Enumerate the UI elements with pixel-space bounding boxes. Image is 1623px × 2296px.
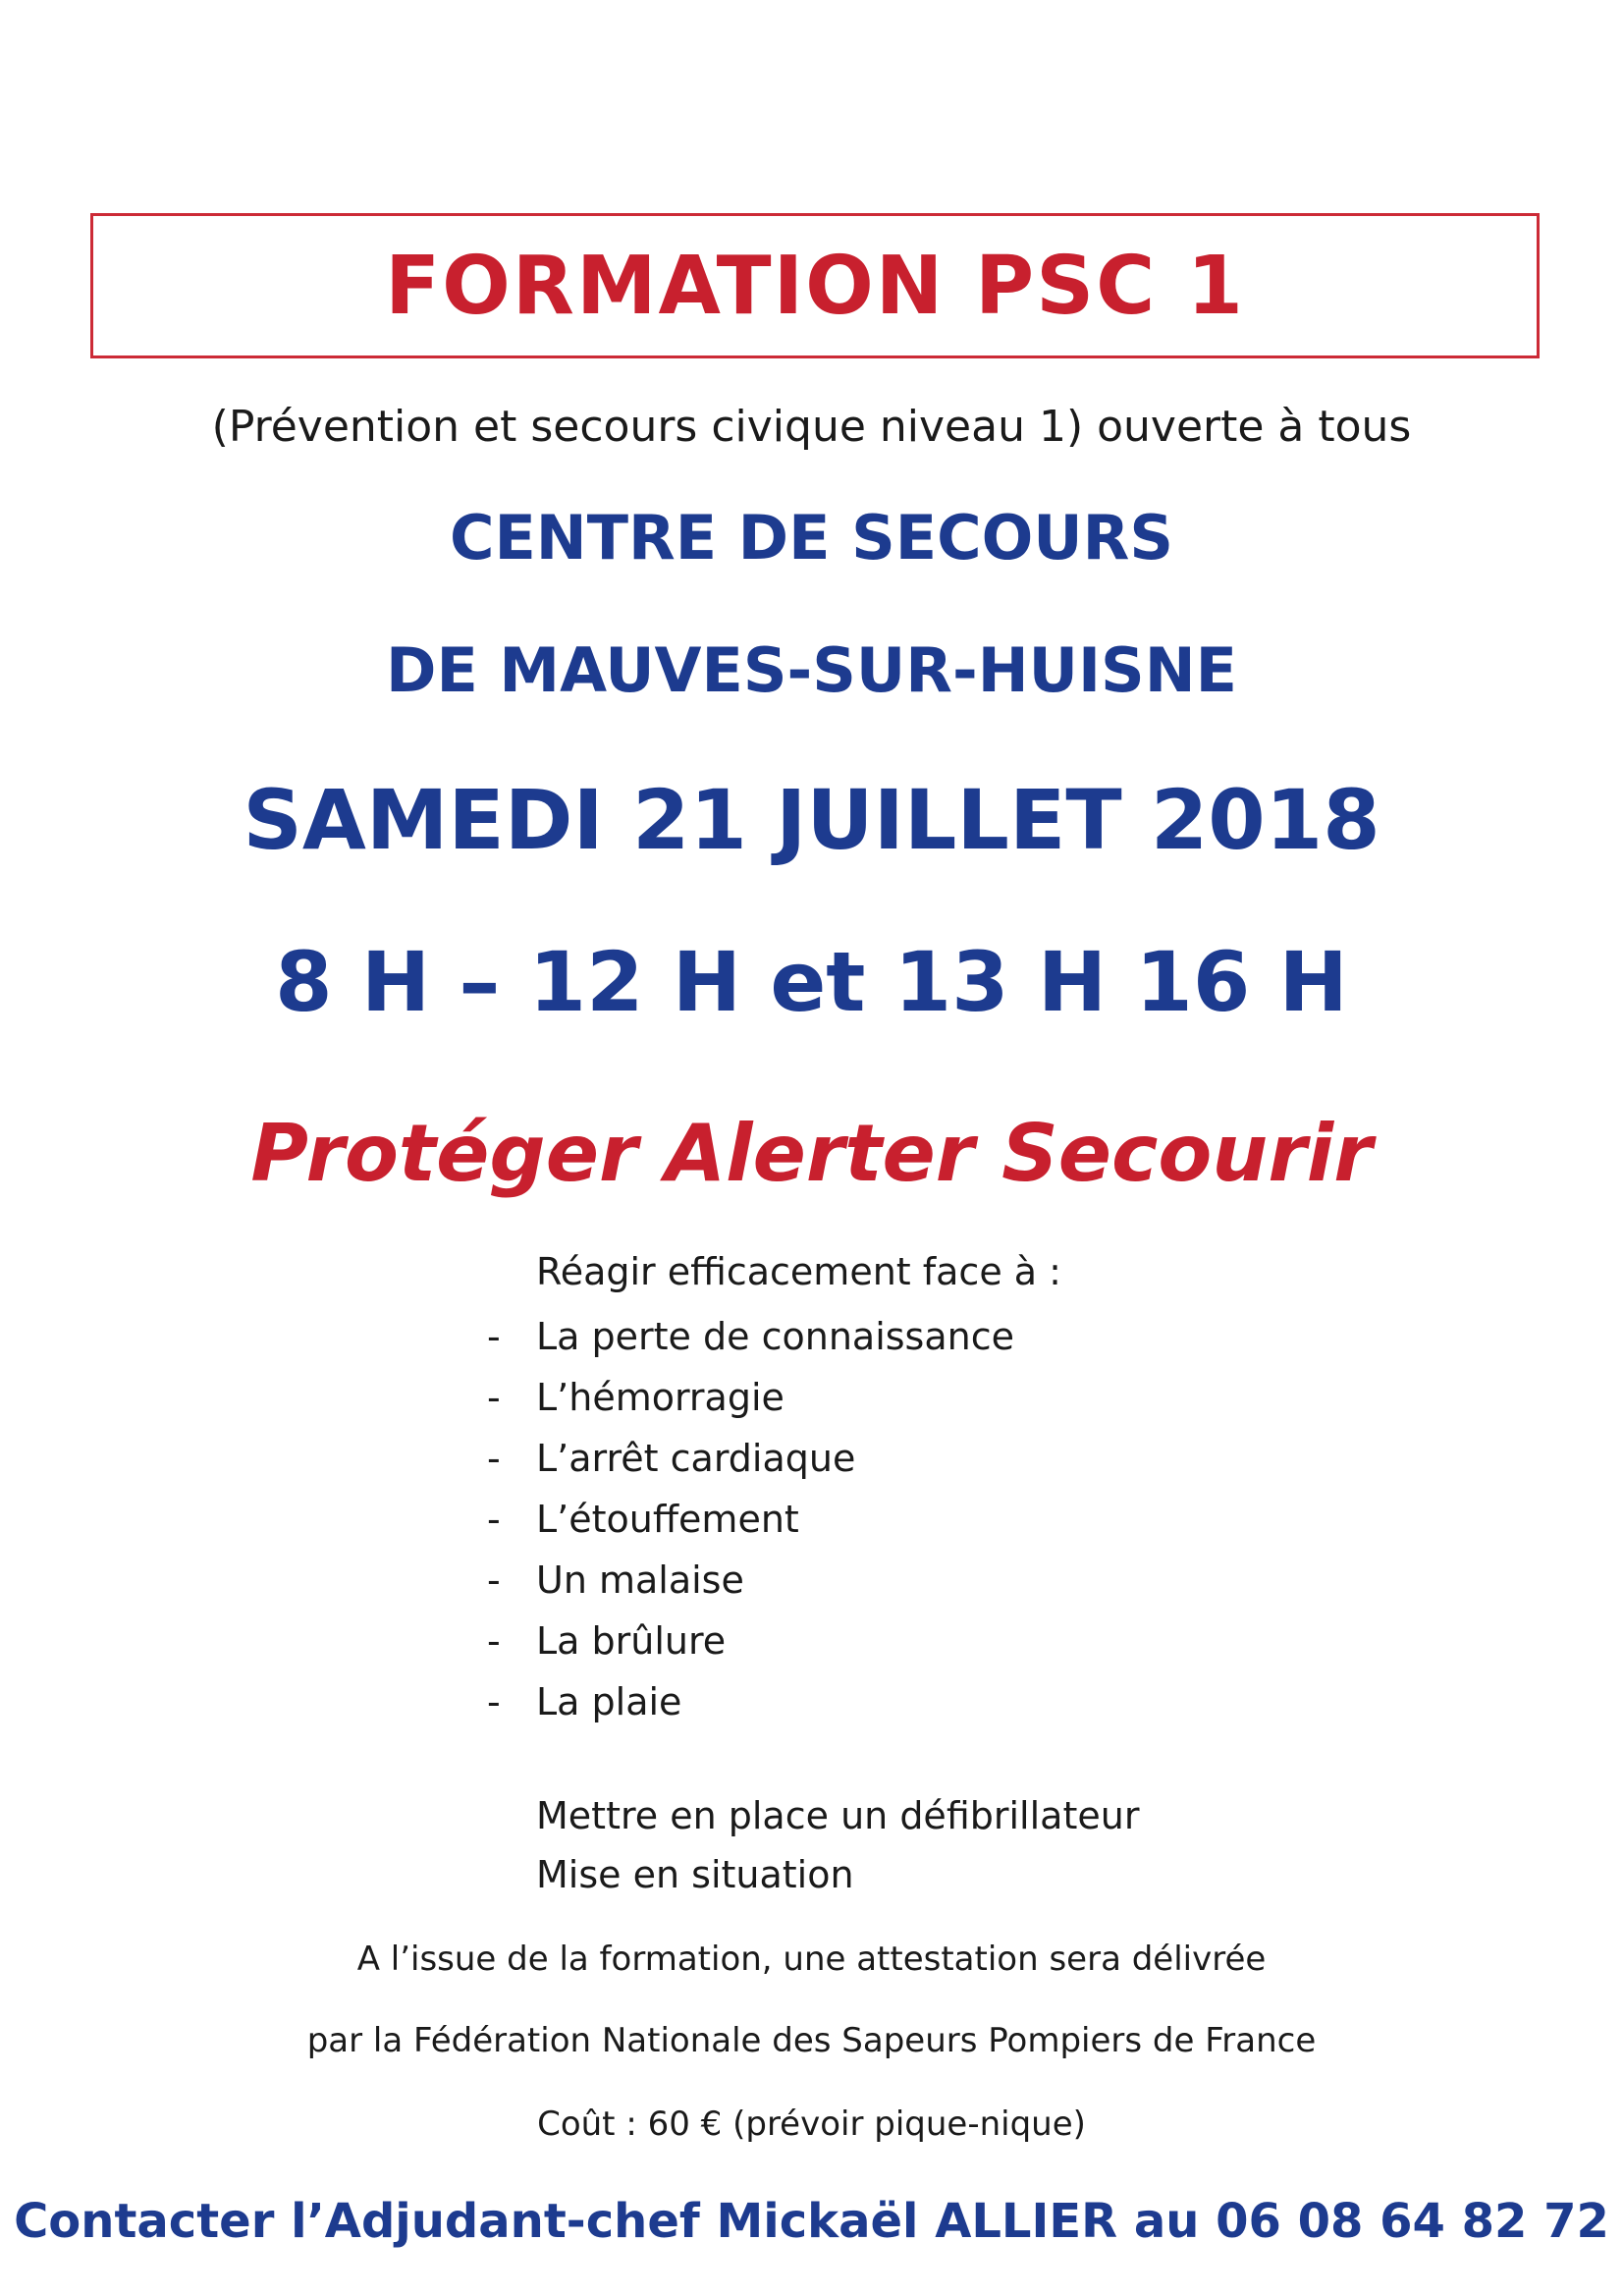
list-dash: - — [487, 1498, 501, 1541]
list-item — [487, 1367, 1014, 1428]
attestation-line-1: A l’issue de la formation, une attestation sera délivrée — [356, 1940, 1267, 1979]
list-item-text: La plaie — [536, 1680, 682, 1723]
extra-line-1: Mettre en place un défibrillateur — [536, 1794, 1140, 1837]
list-item-text: La perte de connaissance — [536, 1315, 1014, 1358]
list-dash: - — [487, 1619, 501, 1663]
event-hours: 8 H – 12 H et 13 H 16 H — [275, 934, 1348, 1030]
list-item-text: L’étouffement — [536, 1498, 799, 1541]
cost-line: Coût : 60 € (prévoir pique-nique) — [537, 2105, 1086, 2144]
list-item — [487, 1671, 1014, 1732]
list-item-text: Un malaise — [536, 1558, 744, 1602]
list-dash: - — [487, 1680, 501, 1723]
list-item — [487, 1306, 1014, 1367]
location-line-1: CENTRE DE SECOURS — [449, 502, 1174, 574]
subtitle: (Prévention et secours civique niveau 1) ouverte à tous — [211, 402, 1412, 452]
extra-line-2: Mise en situation — [536, 1853, 854, 1896]
list-item-text: L’arrêt cardiaque — [536, 1437, 856, 1480]
contact-line: Contacter l’Adjudant-chef Mickaël ALLIER au 06 08 64 82 72 — [14, 2194, 1609, 2249]
list-item-text: La brûlure — [536, 1619, 727, 1663]
list-item — [487, 1550, 1014, 1611]
location-line-2: DE MAUVES-SUR-HUISNE — [386, 634, 1237, 706]
skills-list — [487, 1306, 1014, 1732]
list-dash: - — [487, 1315, 501, 1358]
list-intro: Réagir efficacement face à : — [536, 1250, 1061, 1293]
list-item — [487, 1489, 1014, 1550]
list-dash: - — [487, 1437, 501, 1480]
event-date: SAMEDI 21 JUILLET 2018 — [243, 772, 1380, 868]
list-item-text: L’hémorragie — [536, 1376, 784, 1419]
slogan: Protéger Alerter Secourir — [250, 1108, 1373, 1199]
list-item — [487, 1428, 1014, 1489]
list-dash: - — [487, 1558, 501, 1602]
title-box — [90, 213, 1540, 358]
attestation-line-2: par la Fédération Nationale des Sapeurs Pompiers de France — [306, 2021, 1317, 2060]
list-item — [487, 1611, 1014, 1671]
list-dash: - — [487, 1376, 501, 1419]
page-title: FORMATION PSC 1 — [385, 239, 1245, 333]
